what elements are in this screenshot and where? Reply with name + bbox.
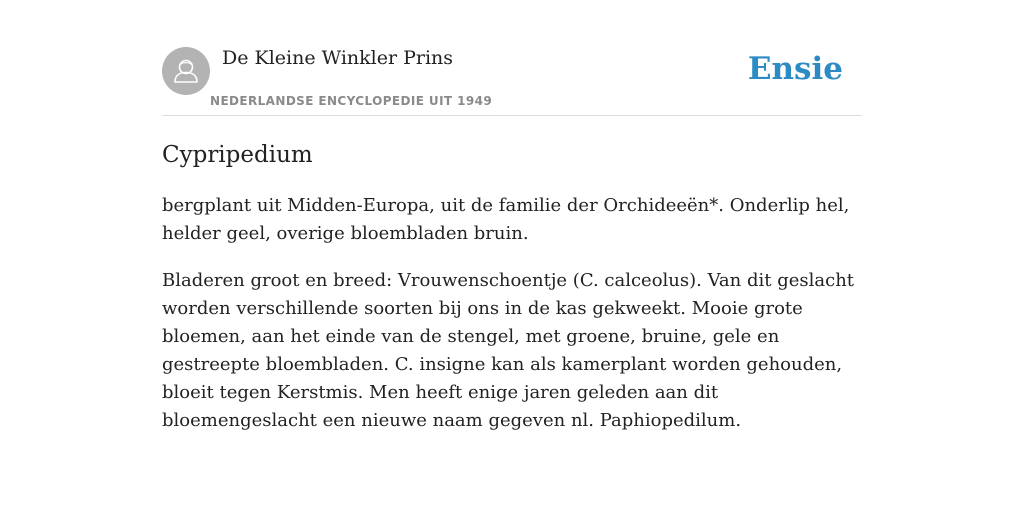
avatar[interactable] [162, 47, 210, 95]
article-paragraph: bergplant uit Midden-Europa, uit de familie der Orchideeën*. Onderlip hel, helder geel, overige bloembladen bruin. [162, 195, 850, 244]
source-subtitle: NEDERLANDSE ENCYCLOPEDIE UIT 1949 [210, 94, 493, 108]
brand-logo[interactable]: Ensie [747, 51, 843, 87]
article-paragraph: Bladeren groot en breed: Vrouwenschoentje (C. calceolus). Van dit geslacht worden verschillende soorten bij ons in de kas gekweekt. Mooie grote bloemen, aan het einde van de stengel, met groene, bruine, gele en gestreepte bloembladen. C. insigne kan als kamerplant worden gehouden, bloeit tegen Kerstmis. Men heeft enige jaren geleden aan dit bloemengeslacht een nieuwe naam gegeven nl. Paphiopedilum. [162, 270, 855, 431]
page-header [162, 46, 862, 116]
article-title: Cypripedium [162, 142, 313, 168]
source-title[interactable]: De Kleine Winkler Prins [222, 47, 454, 69]
article-body [162, 192, 862, 454]
user-icon [162, 47, 210, 95]
